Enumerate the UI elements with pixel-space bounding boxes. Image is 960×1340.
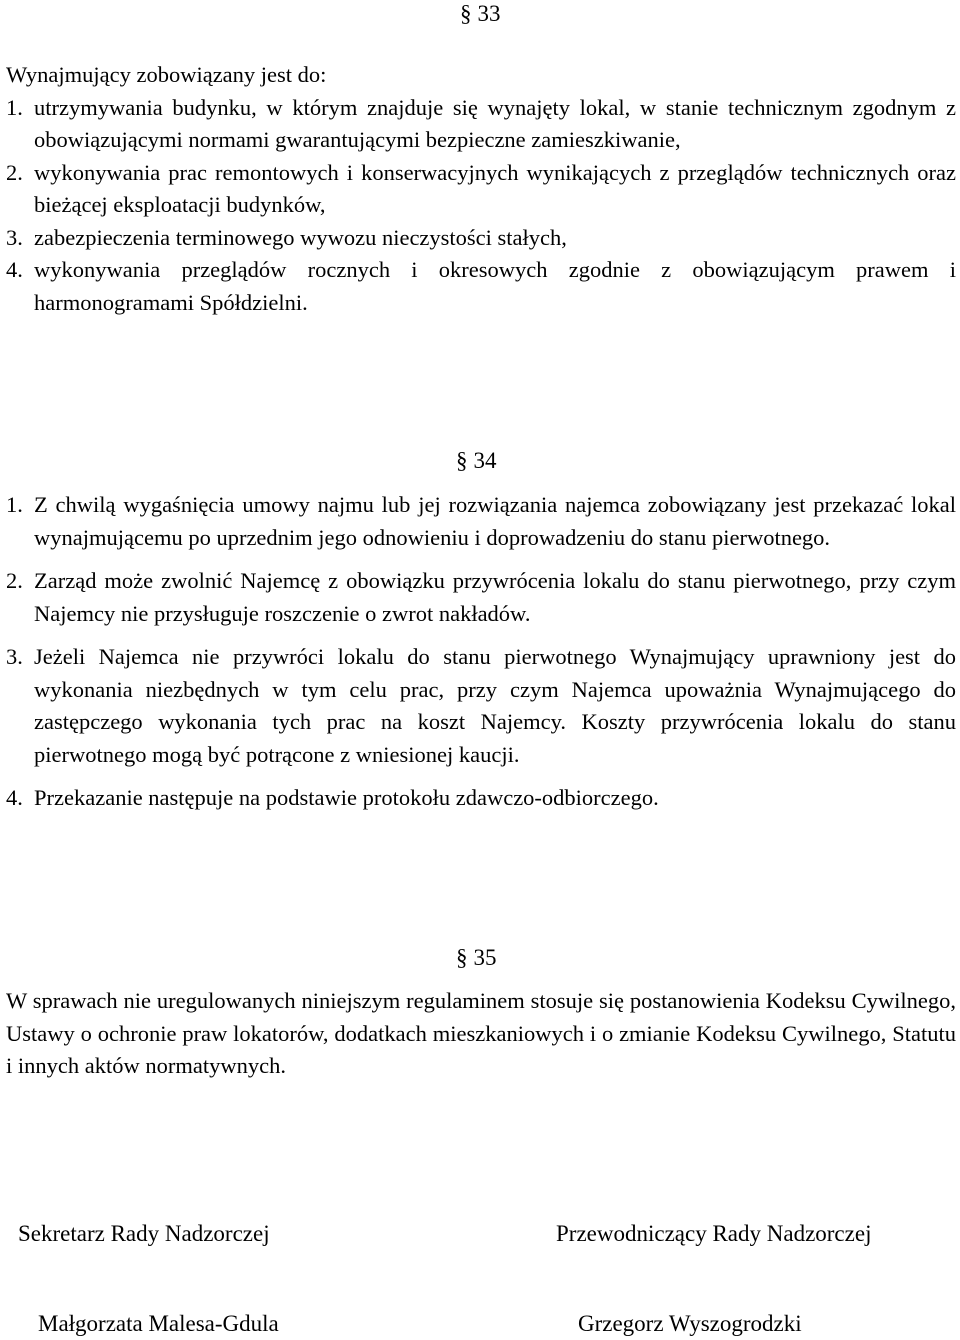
list-item-text: wykonywania przeglądów rocznych i okresowych zgodnie z obowiązującym prawem i harmonogramami Spółdzielni.: [34, 257, 956, 315]
section-35-text: W sprawach nie uregulowanych niniejszym regulaminem stosuje się postanowienia Kodeksu Cywilnego, Ustawy o ochronie praw lokatorów, dodatkach mieszkaniowych i o zmianie Kodeksu Cywilnego, Statutu i innych aktów normatywnych.: [6, 988, 956, 1078]
list-item: [6, 489, 956, 554]
list-item-text: Jeżeli Najemca nie przywróci lokalu do stanu pierwotnego Wynajmujący uprawniony jest do wykonania niezbędnych w tym celu prac, przy czym Najemca upoważnia Wynajmującego do zastępczego wykonania tych prac na koszt Najemcy. Koszty przywrócenia lokalu do stanu pierwotnego mogą być potrącone z wniesionej kaucji.: [34, 644, 956, 767]
section-heading-33: [460, 0, 501, 28]
list-item-number: 1.: [6, 492, 23, 517]
list-item-text: Zarząd może zwolnić Najemcę z obowiązku przywrócenia lokalu do stanu pierwotnego, przy czym Najemcy nie przysługuje roszczenie o zwrot nakładów.: [34, 568, 956, 626]
list-item: [6, 92, 956, 157]
section-sign-icon: §: [460, 1, 472, 26]
section-34-body: [6, 489, 956, 815]
list-item-number: 3.: [6, 644, 23, 669]
section-sign-icon: §: [456, 945, 468, 970]
signature-right-title: Przewodniczący Rady Nadzorczej: [556, 1221, 872, 1246]
section-35-body: [6, 985, 956, 1083]
list-item-number: 2.: [6, 568, 23, 593]
list-item-number: 4.: [6, 257, 23, 282]
section-number: 35: [473, 945, 497, 970]
list-item: [6, 222, 956, 255]
list-item-number: 2.: [6, 159, 23, 185]
section-33-intro: Wynajmujący zobowiązany jest do:: [6, 62, 327, 87]
list-item-text: Z chwilą wygaśnięcia umowy najmu lub jej rozwiązania najemca zobowiązany jest przekazać lokal wynajmującemu po uprzednim jego odnowieniu i doprowadzeniu do stanu pierwotnego.: [34, 492, 956, 550]
section-sign-icon: §: [456, 448, 468, 473]
list-item: [6, 254, 956, 319]
list-item-text: zabezpieczenia terminowego wywozu nieczystości stałych,: [34, 224, 567, 250]
list-item-text: utrzymywania budynku, w którym znajduje się wynajęty lokal, w stanie technicznym zgodnym z obowiązującymi normami gwarantującymi bezpieczne zamieszkiwanie,: [34, 94, 956, 152]
list-item: [6, 157, 956, 222]
section-33-body: [6, 59, 956, 319]
list-item-text: wykonywania prac remontowych i konserwacyjnych wynikających z przeglądów technicznych oraz bieżącej eksploatacji budynków,: [34, 159, 956, 217]
section-number: 33: [477, 1, 501, 26]
list-item-number: 4.: [6, 785, 23, 810]
list-item-text: Przekazanie następuje na podstawie protokołu zdawczo-odbiorczego.: [34, 785, 659, 810]
list-item-number: 3.: [6, 224, 23, 250]
section-heading-35: [456, 944, 497, 972]
signature-left-name: Małgorzata Malesa-Gdula: [38, 1311, 279, 1336]
section-heading-34: [456, 447, 497, 475]
list-item-number: 1.: [6, 94, 23, 120]
list-item: [6, 565, 956, 630]
list-item: [6, 641, 956, 771]
section-number: 34: [473, 448, 497, 473]
signature-left-title: Sekretarz Rady Nadzorczej: [18, 1221, 270, 1246]
list-item: [6, 782, 956, 815]
signature-right-name: Grzegorz Wyszogrodzki: [578, 1311, 802, 1336]
